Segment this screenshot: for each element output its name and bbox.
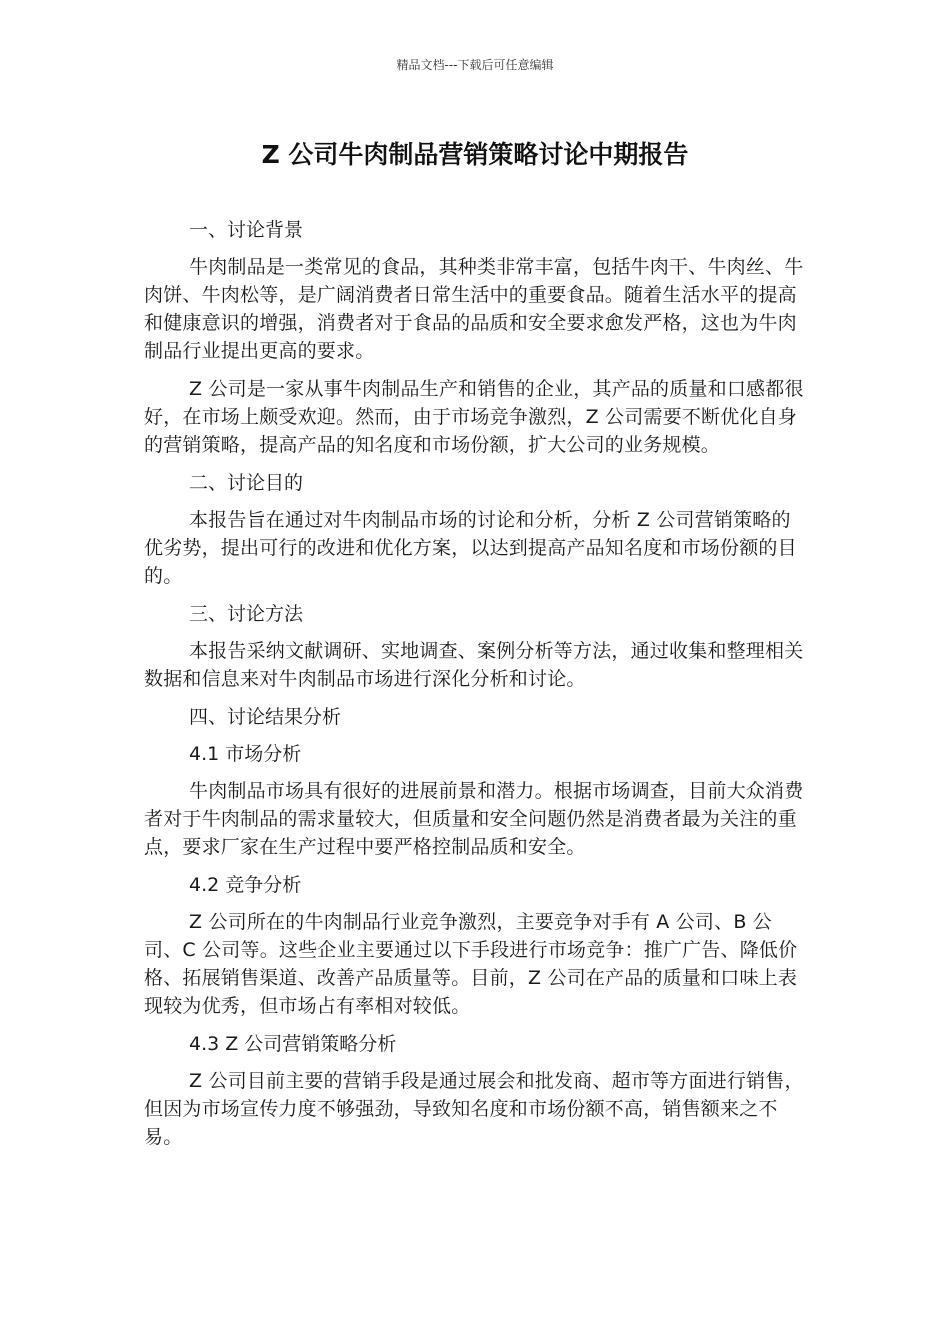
- section-heading-method: 三、讨论方法: [189, 603, 304, 625]
- subsection-heading-strategy: 4.3 Z 公司营销策略分析: [189, 1033, 397, 1055]
- paragraph-background-1: 牛肉制品是一类常见的食品，其种类非常丰富，包括牛肉干、牛肉丝、牛肉饼、牛肉松等，是广阔消费者日常生活中的重要食品。随着生活水平的提高和健康意识的增强，消费者对于食品的品质和安全要求愈发严格，这也为牛肉制品行业提出更高的要求。: [144, 256, 804, 362]
- paragraph-strategy: Z 公司目前主要的营销手段是通过展会和批发商、超市等方面进行销售，但因为市场宣传力度不够强劲，导致知名度和市场份额不高，销售额来之不易。: [144, 1070, 804, 1148]
- paragraph-background-2: Z 公司是一家从事牛肉制品生产和销售的企业，其产品的质量和口感都很好，在市场上颇受欢迎。然而，由于市场竞争激烈，Z 公司需要不断优化自身的营销策略，提高产品的知名度和市场份额，扩大公司的业务规模。: [144, 378, 804, 456]
- paragraph-market: 牛肉制品市场具有很好的进展前景和潜力。根据市场调查，目前大众消费者对于牛肉制品的需求量较大，但质量和安全问题仍然是消费者最为关注的重点，要求厂家在生产过程中要严格控制品质和安全。: [144, 780, 804, 858]
- document-title: Z 公司牛肉制品营销策略讨论中期报告: [261, 140, 689, 169]
- subsection-heading-market: 4.1 市场分析: [189, 743, 302, 765]
- paragraph-purpose: 本报告旨在通过对牛肉制品市场的讨论和分析，分析 Z 公司营销策略的优劣势，提出可行的改进和优化方案，以达到提高产品知名度和市场份额的目的。: [144, 509, 797, 587]
- section-heading-results: 四、讨论结果分析: [189, 706, 342, 728]
- section-heading-purpose: 二、讨论目的: [189, 472, 304, 494]
- header-note: 精品文档---下载后可任意编辑: [396, 58, 554, 72]
- section-heading-background: 一、讨论背景: [189, 219, 304, 241]
- document-body: [144, 216, 808, 1161]
- paragraph-competition: Z 公司所在的牛肉制品行业竞争激烈，主要竞争对手有 A 公司、B 公司、C 公司等。这些企业主要通过以下手段进行市场竞争：推广广告、降低价格、拓展销售渠道、改善产品质量等。目前，Z 公司在产品的质量和口味上表现较为优秀，但市场占有率相对较低。: [144, 911, 798, 1017]
- subsection-heading-competition: 4.2 竞争分析: [189, 874, 302, 896]
- paragraph-method: 本报告采纳文献调研、实地调查、案例分析等方法，通过收集和整理相关数据和信息来对牛肉制品市场进行深化分析和讨论。: [144, 640, 804, 690]
